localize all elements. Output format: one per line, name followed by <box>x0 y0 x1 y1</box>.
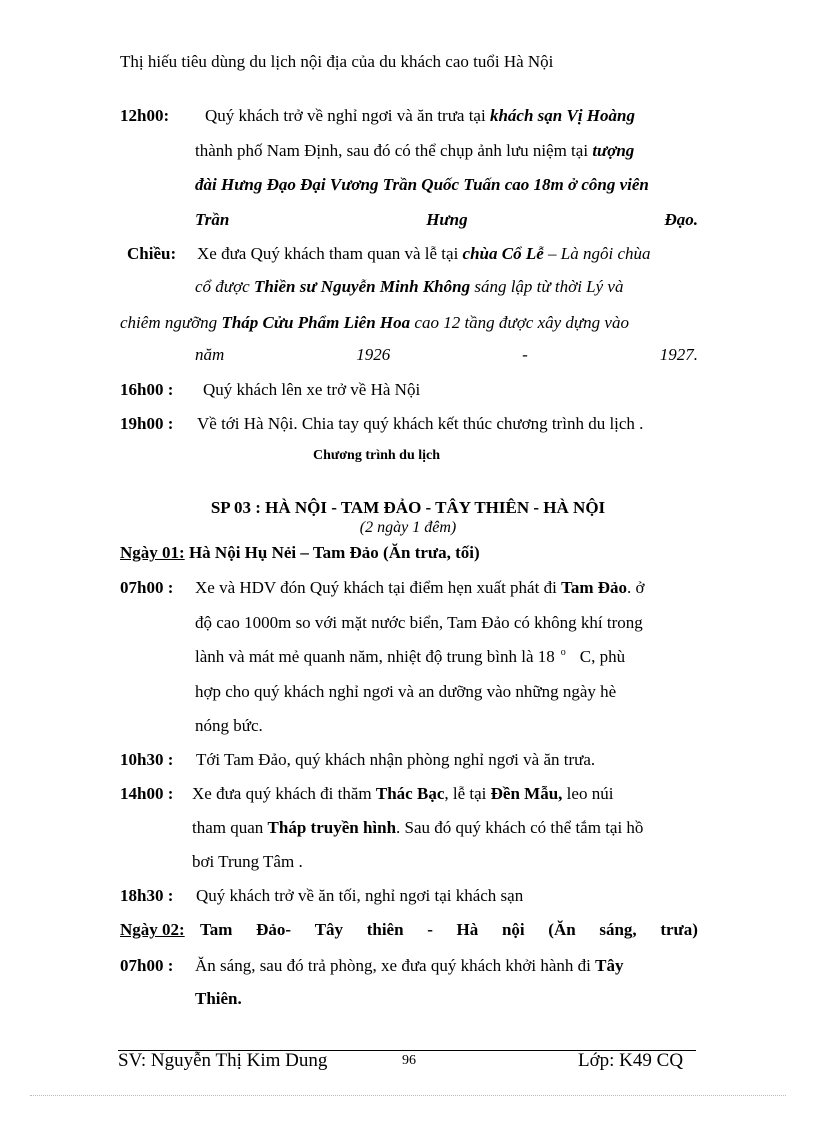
time-label: 07h00 : <box>120 956 174 975</box>
time-label: 14h00 : <box>120 784 174 803</box>
footer-student: SV: Nguyễn Thị Kim Dung <box>118 1050 328 1071</box>
paragraph-line: hợp cho quý khách nghỉ ngơi và an dưỡng vào những ngày hè <box>195 682 617 701</box>
tour-subtitle: (2 ngày 1 đêm) <box>359 519 457 536</box>
paragraph-line: bơi Trung Tâm . <box>192 852 303 871</box>
paragraph-line: chiêm ngưỡng Tháp Cửu Phẩm Liên Hoa cao 12 tầng được xây dựng vào <box>120 313 629 332</box>
paragraph-line: Quý khách trở về ăn tối, nghỉ ngơi tại khách sạn <box>196 886 524 905</box>
running-header: Thị hiếu tiêu dùng du lịch nội địa của du khách cao tuổi Hà Nội <box>120 52 554 71</box>
day-heading: Tam Đảo- Tây thiên - Hà nội (Ăn sáng, trưa) <box>200 920 698 939</box>
day-heading: Ngày 02: <box>120 920 185 939</box>
paragraph-line: Thiên. <box>195 989 242 1008</box>
paragraph-line: đài Hưng Đạo Đại Vương Trần Quốc Tuấn cao 18m ở công viên <box>195 175 649 194</box>
paragraph-line: Trần Hưng Đạo. <box>195 210 698 229</box>
paragraph-line: tham quan Tháp truyền hình. Sau đó quý khách có thể tắm tại hồ <box>192 818 644 837</box>
time-label: 12h00: <box>120 106 170 125</box>
paragraph-line: cổ được Thiền sư Nguyễn Minh Không sáng lập từ thời Lý và <box>195 277 624 296</box>
footer-class: Lớp: K49 CQ <box>578 1050 684 1071</box>
paragraph-line: Xe và HDV đón Quý khách tại điểm hẹn xuất phát đi Tam Đảo. ở <box>195 578 645 597</box>
time-label: 16h00 : <box>120 380 174 399</box>
paragraph-line: Về tới Hà Nội. Chia tay quý khách kết thúc chương trình du lịch . <box>197 414 644 433</box>
time-label: Chiều: <box>127 244 177 263</box>
paragraph-line: Tới Tam Đảo, quý khách nhận phòng nghỉ ngơi và ăn trưa. <box>196 750 596 769</box>
paragraph-line: lành và mát mẻ quanh năm, nhiệt độ trung bình là 18 $^o$ C, phù <box>195 647 626 666</box>
paragraph-line: độ cao 1000m so với mặt nước biển, Tam Đảo có không khí trong <box>195 613 643 632</box>
paragraph-line: nóng bức. <box>195 716 263 735</box>
paragraph-line: Quý khách trở về nghỉ ngơi và ăn trưa tại khách sạn Vị Hoàng <box>205 106 635 125</box>
time-label: 07h00 : <box>120 578 174 597</box>
page-edge-rule <box>30 1095 786 1096</box>
paragraph-line: Ăn sáng, sau đó trả phòng, xe đưa quý khách khởi hành đi Tây <box>195 956 624 975</box>
tour-title: SP 03 : HÀ NỘI - TAM ĐẢO - TÂY THIÊN - HÀ NỘI <box>210 498 606 517</box>
section-label: Chương trình du lịch <box>313 448 441 463</box>
paragraph-line: Xe đưa Quý khách tham quan và lễ tại chùa Cổ Lễ – Là ngôi chùa <box>197 244 651 263</box>
paragraph-line: Xe đưa quý khách đi thăm Thác Bạc, lễ tại Đền Mẫu, leo núi <box>192 784 614 803</box>
paragraph-line: thành phố Nam Định, sau đó có thể chụp ảnh lưu niệm tại tượng <box>195 141 635 160</box>
day-heading: Ngày 01: Hà Nội Hụ Nẻi – Tam Đảo (Ăn trưa, tối) <box>120 543 480 562</box>
paragraph-line: năm 1926 - 1927. <box>195 345 698 364</box>
time-label: 10h30 : <box>120 750 174 769</box>
time-label: 18h30 : <box>120 886 174 905</box>
paragraph-line: Quý khách lên xe trở về Hà Nội <box>203 380 421 399</box>
time-label: 19h00 : <box>120 414 174 433</box>
page-number: 96 <box>402 1053 416 1068</box>
